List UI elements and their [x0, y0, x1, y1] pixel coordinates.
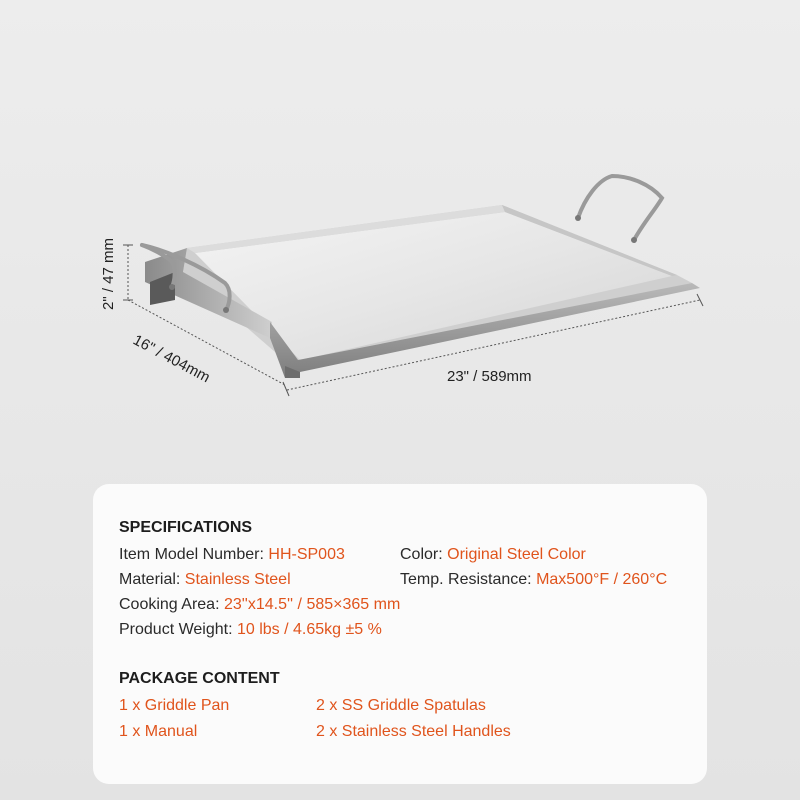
- model-number-label: Item Model Number:: [119, 546, 269, 563]
- package-item: 1 x Manual: [119, 723, 198, 740]
- depth-dimension-label: 16" / 404mm: [130, 331, 213, 387]
- product-weight-row: [119, 621, 382, 639]
- temp-resistance-label: Temp. Resistance:: [400, 571, 537, 588]
- product-weight-value: 10 lbs / 4.65kg ±5 %: [236, 621, 382, 638]
- color-label: Color:: [400, 546, 448, 563]
- cooking-area-value: 23''x14.5'' / 585×365 mm: [223, 596, 401, 613]
- color-value: Original Steel Color: [447, 546, 586, 563]
- material-row: [119, 571, 291, 589]
- color-row: [400, 546, 586, 564]
- temp-resistance-value: Max500°F / 260°C: [536, 571, 668, 588]
- cooking-area-label: Cooking Area:: [119, 596, 224, 613]
- package-item: 1 x Griddle Pan: [119, 697, 230, 714]
- package-item: 2 x Stainless Steel Handles: [316, 723, 511, 740]
- model-number-row: [119, 546, 345, 564]
- spec-card: [93, 484, 707, 784]
- package-content-title: PACKAGE CONTENT: [119, 670, 280, 687]
- material-label: Material:: [119, 571, 185, 588]
- product-weight-label: Product Weight:: [119, 621, 237, 638]
- material-value: Stainless Steel: [184, 571, 291, 588]
- model-number-value: HH-SP003: [268, 546, 345, 563]
- right-handle: [578, 176, 662, 240]
- width-dimension-label: 23" / 589mm: [447, 368, 532, 385]
- temp-resistance-row: [400, 571, 667, 589]
- height-dimension-label: 2" / 47 mm: [100, 237, 117, 310]
- cooking-area-row: [119, 596, 400, 614]
- package-item: 2 x SS Griddle Spatulas: [316, 697, 486, 714]
- specifications-title: SPECIFICATIONS: [119, 519, 253, 536]
